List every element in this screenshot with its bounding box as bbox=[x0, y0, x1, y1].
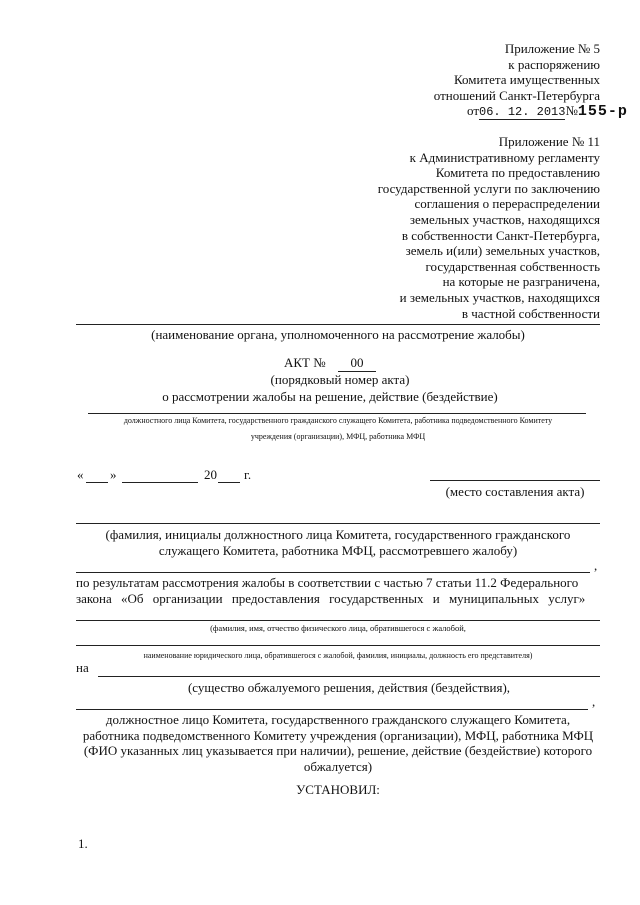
complainant-line bbox=[76, 620, 600, 621]
appendix-11-line: соглашения о перераспределении bbox=[414, 196, 600, 212]
appendix-11-line: Комитета по предоставлению bbox=[435, 165, 600, 181]
act-number: 00 bbox=[338, 355, 376, 372]
paragraph-line: закона «Об организации предоставления государственных и муниципальных услуг» bbox=[76, 591, 586, 606]
organ-line bbox=[76, 324, 600, 325]
appendix-5-line: к распоряжению bbox=[508, 56, 600, 72]
appendix-11-line: и земельных участков, находящихся bbox=[399, 289, 600, 305]
paragraph-line: по результатам рассмотрения жалобы в соответствии с частью 7 статьи 11.2 Федерального bbox=[76, 575, 579, 590]
appendix-11-line: в частной собственности bbox=[461, 305, 600, 321]
order-number: 155-р bbox=[577, 103, 628, 120]
official2-caption-line: должностное лицо Комитета, государственного гражданского служащего Комитета, bbox=[105, 712, 571, 727]
appendix-11-line: Приложение № 11 bbox=[498, 134, 600, 149]
appendix-5-line: отношений Санкт-Петербурга bbox=[433, 87, 600, 103]
day-line bbox=[86, 482, 108, 483]
organ-caption: (наименование органа, уполномоченного на рассмотрение жалобы) bbox=[151, 327, 525, 342]
act-subject: о рассмотрении жалобы на решение, действие (бездействие) bbox=[162, 389, 498, 404]
appendix-11-line: в собственности Санкт-Петербурга, bbox=[401, 227, 600, 243]
established-heading: УСТАНОВИЛ: bbox=[296, 782, 380, 797]
official2-caption-line: обжалуется) bbox=[303, 758, 373, 774]
act-small-caption: должностного лица Комитета, государственного гражданского служащего Комитета, работника подведомственного Комитету bbox=[123, 416, 553, 425]
official-caption: служащего Комитета, работника МФЦ, рассмотревшего жалобу) bbox=[158, 543, 518, 558]
essence-line bbox=[98, 676, 600, 677]
number-prefix: № bbox=[565, 103, 578, 118]
act-small-caption: учреждения (организации), МФЦ, работника МФЦ bbox=[250, 432, 426, 441]
act-subject-line bbox=[88, 413, 586, 414]
official-caption: (фамилия, инициалы должностного лица Комитета, государственного гражданского bbox=[105, 527, 571, 542]
month-line bbox=[122, 482, 198, 483]
official2-caption-line: (ФИО указанных лиц указывается при наличии), решение, действие (бездействие) которого bbox=[83, 743, 593, 758]
appendix-5-title: Приложение № 5 bbox=[504, 41, 600, 56]
date-open-quote: « bbox=[77, 467, 84, 482]
official2-caption bbox=[76, 712, 600, 774]
order-date: 06. 12. 2013 bbox=[479, 105, 566, 119]
appendix-11-line: государственной услуги по заключению bbox=[377, 180, 600, 196]
legal-caption: наименование юридического лица, обратившегося с жалобой, фамилия, инициалы, должность его представителя) bbox=[143, 651, 533, 660]
appendix-11-line: на которые не разграничена, bbox=[442, 274, 600, 290]
act-label: АКТ № bbox=[284, 355, 326, 370]
date-prefix: от bbox=[467, 103, 480, 118]
na-label: на bbox=[76, 660, 89, 675]
appendix-11-line: к Административному регламенту bbox=[409, 149, 600, 165]
official-line bbox=[76, 523, 600, 524]
act-number-caption: (порядковый номер акта) bbox=[270, 372, 410, 387]
appendix-11-line: государственная собственность bbox=[425, 258, 600, 274]
official-extra-line bbox=[76, 572, 590, 573]
appendix-5-block bbox=[300, 41, 600, 103]
appendix-11-line: земельных участков, находящихся bbox=[409, 211, 600, 227]
essence-extra-line bbox=[76, 709, 588, 710]
appendix-11-line: земель и(или) земельных участков, bbox=[405, 243, 600, 259]
year-line bbox=[218, 482, 240, 483]
appendix-11-block bbox=[270, 134, 600, 321]
place-caption: (место составления акта) bbox=[445, 484, 585, 499]
date-close-quote: » bbox=[110, 467, 117, 482]
legal-line bbox=[76, 645, 600, 646]
year-suffix: г. bbox=[244, 467, 252, 482]
place-line bbox=[430, 480, 600, 481]
person-caption: (фамилия, имя, отчество физического лица, обратившегося с жалобой, bbox=[210, 623, 466, 633]
essence-caption: (существо обжалуемого решения, действия (бездействия), bbox=[187, 680, 511, 695]
comma: , bbox=[592, 694, 596, 709]
official2-caption-line: работника подведомственного Комитету учреждения (организации), МФЦ, работника МФЦ bbox=[82, 727, 594, 743]
order-date-number bbox=[467, 103, 628, 120]
appendix-5-line: Комитета имущественных bbox=[454, 72, 600, 87]
comma: , bbox=[594, 558, 598, 573]
item-1: 1. bbox=[78, 836, 88, 851]
year-prefix: 20 bbox=[204, 467, 217, 482]
